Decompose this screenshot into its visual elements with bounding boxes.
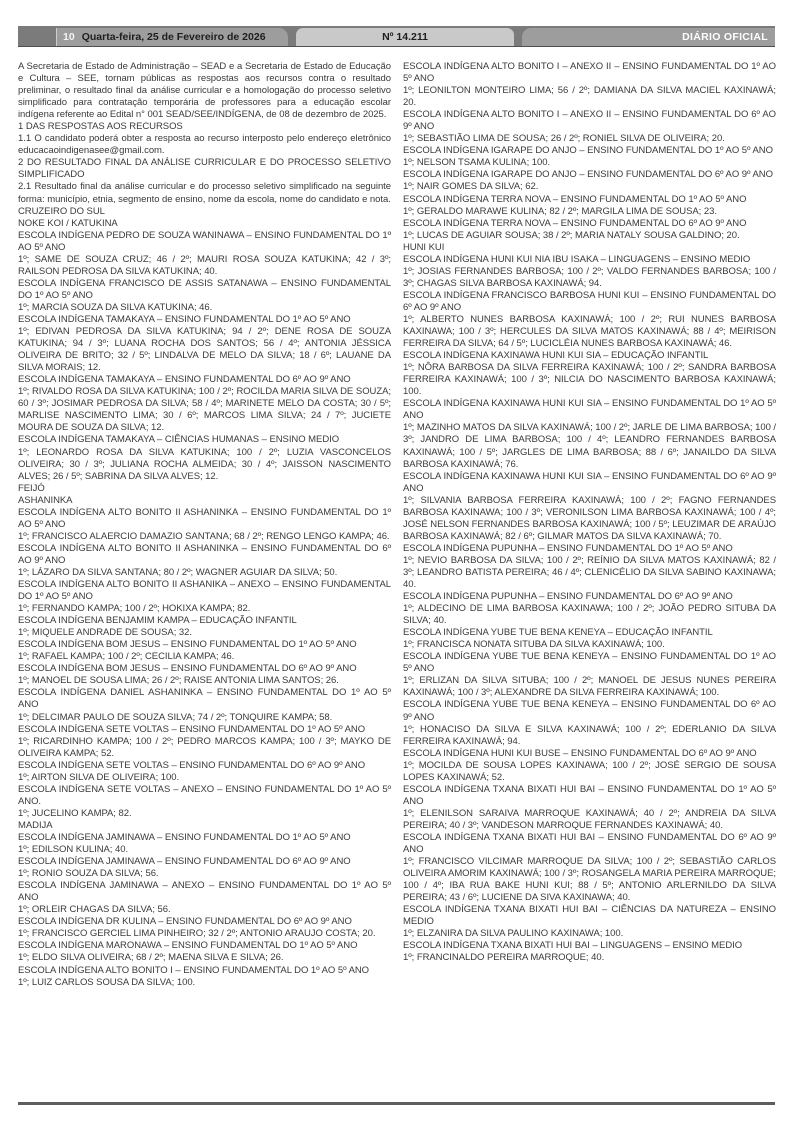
paragraph: CRUZEIRO DO SUL	[18, 205, 105, 217]
paragraph: 1º; ORLEIR CHAGAS DA SILVA; 56.	[18, 904, 171, 916]
paragraph: 1º; ALBERTO NUNES BARBOSA KAXINAWÁ; 100 / 2º; RUI NUNES BARBOSA KAXINAWA; 100 / 3º; HERCULES DA SILVA MATOS KAXINAWÁ; 88 / 4º; MEIRISON FERREIRA DA SILVA; 64 / 5º; LUCICLÉIA NUNES BARBOSA KAXINAWÁ; 46.	[403, 313, 776, 350]
paragraph: 1º; FRANCINALDO PEREIRA MARROQUE; 40.	[403, 952, 605, 964]
paragraph: 1º; HONACISO DA SILVA E SILVA KAXINAWÁ; 100 / 2º; EDERLANIO DA SILVA FERREIRA KAXINAWÁ; 94.	[403, 723, 776, 747]
paragraph: 1º; NELSON TSAMA KULINA; 100.	[403, 157, 551, 169]
paragraph: ESCOLA INDÍGENA ALTO BONITO II ASHANINKA – ENSINO FUNDAMENTAL DO 1º AO 5º ANO	[18, 506, 391, 530]
masthead-title: DIÁRIO OFICIAL	[682, 31, 768, 43]
paragraph: 1º; GERALDO MARAWE KULINA; 82 / 2º; MARGILA LIMA DE SOUSA; 23.	[403, 205, 717, 217]
paragraph: ESCOLA INDÍGENA BOM JESUS – ENSINO FUNDAMENTAL DO 1º AO 5º ANO	[18, 639, 357, 651]
paragraph: ESCOLA INDÍGENA BOM JESUS – ENSINO FUNDAMENTAL DO 6º AO 9º ANO	[18, 663, 357, 675]
header-masthead-tab	[522, 28, 775, 46]
paragraph: ESCOLA INDÍGENA ALTO BONITO II ASHANINKA – ENSINO FUNDAMENTAL DO 6º AO 9º ANO	[18, 542, 391, 566]
right-column	[403, 61, 776, 965]
paragraph: 1º; SAME DE SOUZA CRUZ; 46 / 2º; MAURI ROSA SOUZA KATUKINA; 42 / 3º; RAILSON PEDROSA DA SILVA KATUKINA; 40.	[18, 253, 391, 277]
paragraph: ASHANINKA	[18, 494, 73, 506]
paragraph: 1º; LUCAS DE AGUIAR SOUSA; 38 / 2º; MARIA NATALY SOUSA GALDINO; 20.	[403, 229, 740, 241]
paragraph: ESCOLA INDÍGENA PUPUNHA – ENSINO FUNDAMENTAL DO 1º AO 5º ANO	[403, 542, 733, 554]
paragraph: 2.1 Resultado final da análise curricular e do processo seletivo simplificado na seguinte forma: município, etnia, segmento de ensino, nome da escola, nome do candidato e nota.	[18, 181, 391, 205]
paragraph: ESCOLA INDÍGENA YUBE TUE BENA KENEYA – ENSINO FUNDAMENTAL DO 1º AO 5º ANO	[403, 651, 776, 675]
paragraph: 1º; NEVIO BARBOSA DA SILVA; 100 / 2º; REÍNIO DA SILVA MATOS KAXINAWÁ; 82 / 3º; LEANDRO BATISTA PEREIRA; 46 / 4º; CLENICÉLIO DA SILVA SABINO KAXINAWA; 40.	[403, 554, 776, 591]
paragraph: ESCOLA INDÍGENA TAMAKAYA – CIÊNCIAS HUMANAS – ENSINO MEDIO	[18, 434, 340, 446]
paragraph: ESCOLA INDÍGENA ALTO BONITO I – ANEXO II – ENSINO FUNDAMENTAL DO 1º AO 5º ANO	[403, 61, 776, 85]
paragraph: 1º; LEONILTON MONTEIRO LIMA; 56 / 2º; DAMIANA DA SILVA MACIEL KAXINAWÁ; 20.	[403, 85, 776, 109]
paragraph: 1º; LUIZ CARLOS SOUSA DA SILVA; 100.	[18, 976, 196, 988]
page-number: 10	[63, 31, 75, 43]
paragraph: 1 DAS RESPOSTAS AOS RECURSOS	[18, 121, 183, 133]
paragraph: 1º; MAZINHO MATOS DA SILVA KAXINAWÁ; 100 / 2º; JARLE DE LIMA BARBOSA; 100 / 3º; JANDRO DE LIMA BARBOSA; 100 / 4º; LEANDRO FERNANDES BARBOSA KAXINAWÁ; 100 / 5º; JARGLES DE LIMA BARBOSA; 88 / 6º; JANAILDO DA SILVA BARBOSA KAXINAWÁ; 76.	[403, 422, 776, 470]
paragraph: ESCOLA INDÍGENA SETE VOLTAS – ENSINO FUNDAMENTAL DO 6º AO 9º ANO	[18, 759, 366, 771]
paragraph: ESCOLA INDÍGENA TERRA NOVA – ENSINO FUNDAMENTAL DO 6º AO 9º ANO	[403, 217, 747, 229]
paragraph: ESCOLA INDÍGENA TXANA BIXATI HUI BAI – ENSINO FUNDAMENTAL DO 6º AO 9º ANO	[403, 832, 776, 856]
paragraph: ESCOLA INDÍGENA SETE VOLTAS – ENSINO FUNDAMENTAL DO 1º AO 5º ANO	[18, 723, 366, 735]
paragraph: ESCOLA INDÍGENA KAXINAWA HUNI KUI SIA – EDUCAÇÃO INFANTIL	[403, 350, 709, 362]
paragraph: ESCOLA INDÍGENA JAMINAWA – ENSINO FUNDAMENTAL DO 6º AO 9º ANO	[18, 856, 351, 868]
paragraph: 1º; FRANCISCA NONATA SITUBA DA SILVA KAXINAWÁ; 100.	[403, 639, 665, 651]
paragraph: 1º; RICARDINHO KAMPA; 100 / 2º; PEDRO MARCOS KAMPA; 100 / 3º; MAYKO DE OLIVEIRA KAMPA; 52.	[18, 735, 391, 759]
paragraph: ESCOLA INDÍGENA ALTO BONITO I – ENSINO FUNDAMENTAL DO 1º AO 5º ANO	[18, 964, 370, 976]
paragraph: ESCOLA INDÍGENA SETE VOLTAS – ANEXO – ENSINO FUNDAMENTAL DO 1º AO 5º ANO.	[18, 783, 391, 807]
header-date-tab	[56, 28, 288, 46]
paragraph: ESCOLA INDÍGENA JAMINAWA – ENSINO FUNDAMENTAL DO 1º AO 5º ANO	[18, 832, 351, 843]
paragraph: 1º; SEBASTIÃO LIMA DE SOUSA; 26 / 2º; RONIEL SILVA DE OLIVEIRA; 20.	[403, 133, 725, 145]
paragraph: ESCOLA INDÍGENA DANIEL ASHANINKA – ENSINO FUNDAMENTAL DO 1º AO 5º ANO	[18, 687, 391, 711]
paragraph: ESCOLA INDÍGENA MARONAWA – ENSINO FUNDAMENTAL DO 1º AO 5º ANO	[18, 940, 358, 952]
paragraph: 1º; FRANCISCO GERCIEL LIMA PINHEIRO; 32 / 2º; ANTONIO ARAUJO COSTA; 20.	[18, 928, 376, 940]
paragraph: ESCOLA INDÍGENA FRANCISCO BARBOSA HUNI KUI – ENSINO FUNDAMENTAL DO 6º AO 9º ANO	[403, 289, 776, 313]
paragraph: FEIJÓ	[18, 482, 45, 494]
paragraph: 1º; ELENILSON SARAIVA MARROQUE KAXINAWÁ; 40 / 2º; ANDREIA DA SILVA PEREIRA; 40 / 3º; VANDESON MARROQUE FERNANDES KAXINAWÁ; 40.	[403, 807, 776, 831]
paragraph: 1º; MIQUELE ANDRADE DE SOUSA; 32.	[18, 627, 192, 639]
paragraph: 1º; DELCIMAR PAULO DE SOUZA SILVA; 74 / 2º; TONQUIRE KAMPA; 58.	[18, 711, 333, 723]
paragraph: 1º; MARCIA SOUZA DA SILVA KATUKINA; 46.	[18, 301, 213, 313]
paragraph: 1.1 O candidato poderá obter a resposta ao recurso interposto pelo endereço eletrônico educacaoindigenasee@gmail.com.	[18, 133, 391, 157]
paragraph: 1º; LEONARDO ROSA DA SILVA KATUKINA; 100 / 2º; LUZIA VASCONCELOS OLIVEIRA; 30 / 3º; JULIANA ROCHA ALMEIDA; 30 / 4º; JAISSON NASCIMENTO ALVES; 26 / 5º; SABRINA DA SILVA ALVES; 12.	[18, 446, 391, 482]
paragraph: 1º; JOSIAS FERNANDES BARBOSA; 100 / 2º; VALDO FERNANDES BARBOSA; 100 / 3º; CHAGAS SILVA BARBOSA KAXINAWÁ; 94.	[403, 265, 776, 289]
edition-number: Nº 14.211	[382, 31, 428, 43]
paragraph: ESCOLA INDÍGENA DR KULINA – ENSINO FUNDAMENTAL DO 6º AO 9º ANO	[18, 916, 352, 928]
paragraph: 1º; JUCELINO KAMPA; 82.	[18, 807, 132, 819]
paragraph: 1º; NÔRA BARBOSA DA SILVA FERREIRA KAXINAWÁ; 100 / 2º; SANDRA BARBOSA FERREIRA KAXINAWÁ; 100 / 3º; NILCIA DO NASCIMENTO BARBOSA KAXINAWÁ; 100.	[403, 362, 776, 398]
paragraph: ESCOLA INDÍGENA PUPUNHA – ENSINO FUNDAMENTAL DO 6º AO 9º ANO	[403, 591, 733, 603]
paragraph: ESCOLA INDÍGENA TXANA BIXATI HUI BAI – LINGUAGENS – ENSINO MEDIO	[403, 940, 743, 952]
paragraph: MADIJA	[18, 819, 53, 831]
paragraph: ESCOLA INDÍGENA YUBE TUE BENA KENEYA – EDUCAÇÃO INFANTIL	[403, 627, 713, 639]
paragraph: A Secretaria de Estado de Administração – SEAD e a Secretaria de Estado de Educação e Cultura – SEE, tornam públicas as respostas aos recursos contra o resultado preliminar, o resultado final da análise curricular e a homologação do processo seletivo simplificado para contratação temporária de professores para a educação escolar indígena referente ao Edital n° 001 SEAD/SEE/INDÍGENA, de 08 de dezembro de 2025.	[18, 61, 391, 121]
paragraph: ESCOLA INDÍGENA ALTO BONITO II ASHANIKA – ANEXO – ENSINO FUNDAMENTAL DO 1º AO 5º ANO	[18, 579, 391, 603]
paragraph: 1º; ERLIZAN DA SILVA SITUBA; 100 / 2º; MANOEL DE JESUS NUNES PEREIRA KAXINAWÁ; 100 / 3º; ALEXANDRE DA SILVA FERREIRA KAXINAWÁ; 100.	[403, 675, 776, 699]
left-column	[18, 61, 391, 989]
paragraph: ESCOLA INDÍGENA IGARAPE DO ANJO – ENSINO FUNDAMENTAL DO 6º AO 9º ANO	[403, 169, 773, 181]
paragraph: 1º; RIVALDO ROSA DA SILVA KATUKINA; 100 / 2º; ROCILDA MARIA SILVA DE SOUZA; 60 / 3º; JOSIMAR PEDROSA DA SILVA; 58 / 4º; MARINETE MELO DA COSTA; 30 / 5º; MARLISE NASCIMENTO LIMA; 30 / 6º; MARCOS LIMA SILVA; 24 / 7º; JUCIETE MOURA DE SOUZA DA SILVA; 12.	[18, 386, 391, 434]
paragraph: ESCOLA INDÍGENA IGARAPE DO ANJO – ENSINO FUNDAMENTAL DO 1º AO 5º ANO	[403, 145, 773, 157]
paragraph: 1º; MANOEL DE SOUSA LIMA; 26 / 2º; RAISE ANTONIA LIMA SANTOS; 26.	[18, 675, 339, 687]
paragraph: 1º; FERNANDO KAMPA; 100 / 2º; HOKIXA KAMPA; 82.	[18, 603, 251, 615]
paragraph: ESCOLA INDÍGENA ALTO BONITO I – ANEXO II – ENSINO FUNDAMENTAL DO 6º AO 9º ANO	[403, 109, 776, 133]
paragraph: ESCOLA INDÍGENA FRANCISCO DE ASSIS SATANAWA – ENSINO FUNDAMENTAL DO 1º AO 5º ANO	[18, 277, 391, 301]
paragraph: ESCOLA INDÍGENA TAMAKAYA – ENSINO FUNDAMENTAL DO 6º AO 9º ANO	[18, 374, 351, 386]
paragraph: ESCOLA INDÍGENA KAXINAWA HUNI KUI SIA – ENSINO FUNDAMENTAL DO 1º AO 5º ANO	[403, 398, 776, 422]
paragraph: 1º; RONIO SOUZA DA SILVA; 56.	[18, 868, 159, 880]
header-edition-tab	[296, 28, 514, 46]
header-bar	[18, 26, 775, 47]
paragraph: ESCOLA INDÍGENA TXANA BIXATI HUI BAI – CIÊNCIAS DA NATUREZA – ENSINO MEDIO	[403, 904, 776, 928]
header-date: Quarta-feira, 25 de Fevereiro de 2026	[81, 31, 266, 43]
paragraph: 1º; AIRTON SILVA DE OLIVEIRA; 100.	[18, 771, 180, 783]
paragraph: ESCOLA INDÍGENA BENJAMIM KAMPA – EDUCAÇÃO INFANTIL	[18, 615, 297, 627]
paragraph: 1º; NAIR GOMES DA SILVA; 62.	[403, 181, 539, 193]
paragraph: ESCOLA INDÍGENA JAMINAWA – ANEXO – ENSINO FUNDAMENTAL DO 1º AO 5º ANO	[18, 880, 391, 904]
paragraph: 1º; EDILSON KULINA; 40.	[18, 844, 129, 856]
paragraph: 1º; LÁZARO DA SILVA SANTANA; 80 / 2º; WAGNER AGUIAR DA SILVA; 50.	[18, 566, 338, 578]
paragraph: ESCOLA INDÍGENA HUNI KUI NIA IBU ISAKA – LINGUAGENS – ENSINO MEDIO	[403, 253, 751, 265]
paragraph: 1º; ELDO SILVA OLIVEIRA; 68 / 2º; MAENA SILVA E SILVA; 26.	[18, 952, 284, 964]
paragraph: 1º; FRANCISCO ALAERCIO DAMAZIO SANTANA; 68 / 2º; RENGO LENGO KAMPA; 46.	[18, 530, 390, 542]
bottom-divider	[18, 1102, 775, 1105]
paragraph: ESCOLA INDÍGENA KAXINAWA HUNI KUI SIA – ENSINO FUNDAMENTAL DO 6º AO 9º ANO	[403, 470, 776, 494]
paragraph: 1º; ALDECINO DE LIMA BARBOSA KAXINAWA; 100 / 2º; JOÃO PEDRO SITUBA DA SILVA; 40.	[403, 603, 776, 627]
paragraph: ESCOLA INDÍGENA TXANA BIXATI HUI BAI – ENSINO FUNDAMENTAL DO 1º AO 5º ANO	[403, 783, 776, 807]
paragraph: ESCOLA INDÍGENA HUNI KUI BUSE – ENSINO FUNDAMENTAL DO 6º AO 9º ANO	[403, 747, 757, 759]
paragraph: 1º; SILVANIA BARBOSA FERREIRA KAXINAWÁ; 100 / 2º; FAGNO FERNANDES BARBOSA KAXINAWA; 100 / 3º; VERONILSON LIMA BARBOSA KAXINAWÁ; 100 / 4º; JOSÉ NELSON FERNANDES BARBOSA KAXINAWÁ; 100 / 5º; LEUZIMAR DE ARAÚJO BARBOSA KAXINAWÁ; 82 / 6º; GILMAR MATOS DA SILVA KAXINAWÁ; 70.	[403, 494, 776, 542]
paragraph: ESCOLA INDÍGENA YUBE TUE BENA KENEYA – ENSINO FUNDAMENTAL DO 6º AO 9º ANO	[403, 699, 776, 723]
paragraph: 1º; EDIVAN PEDROSA DA SILVA KATUKINA; 94 / 2º; DENE ROSA DE SOUZA KATUKINA; 94 / 3º; LUANA ROCHA DOS SANTOS; 56 / 4º; ANTONIA JÉSSICA OLIVEIRA DE BRITO; 32 / 5º; LINDALVA DE MELO DA SILVA; 18 / 6º; LAUANE DA SILVA MORAIS; 12.	[18, 326, 391, 374]
paragraph: ESCOLA INDÍGENA TAMAKAYA – ENSINO FUNDAMENTAL DO 1º AO 5º ANO	[18, 313, 351, 325]
paragraph: 1º; ELZANIRA DA SILVA PAULINO KAXINAWA; 100.	[403, 928, 624, 940]
paragraph: HUNI KUI	[403, 241, 445, 253]
paragraph: 1º; MOCILDA DE SOUSA LOPES KAXINAWA; 100 / 2º; JOSÉ SERGIO DE SOUSA LOPES KAXINAWÁ; 52.	[403, 759, 776, 783]
paragraph: NOKE KOI / KATUKINA	[18, 217, 118, 229]
paragraph: ESCOLA INDÍGENA PEDRO DE SOUZA WANINAWA – ENSINO FUNDAMENTAL DO 1º AO 5º ANO	[18, 229, 391, 253]
paragraph: 2 DO RESULTADO FINAL DA ANÁLISE CURRICULAR E DO PROCESSO SELETIVO SIMPLIFICADO	[18, 157, 391, 181]
paragraph: ESCOLA INDÍGENA TERRA NOVA – ENSINO FUNDAMENTAL DO 1º AO 5º ANO	[403, 193, 747, 205]
paragraph: 1º; RAFAEL KAMPA; 100 / 2º; CECILIA KAMPA; 46.	[18, 651, 235, 663]
paragraph: 1º; FRANCISCO VILCIMAR MARROQUE DA SILVA; 100 / 2º; SEBASTIÃO CARLOS OLIVEIRA AMORIM KAXINAWÁ; 100 / 3º; ROSANGELA MARIA PEREIRA MARROQUE; 100 / 4º; IBA RUA BAKE HUNI KUI; 88 / 5º; ANTONIO ARLERNILDO DA SILVA PEREIRA; 43 / 6º; LUCIENE DA SIVA KAXINAWA; 40.	[403, 856, 776, 904]
